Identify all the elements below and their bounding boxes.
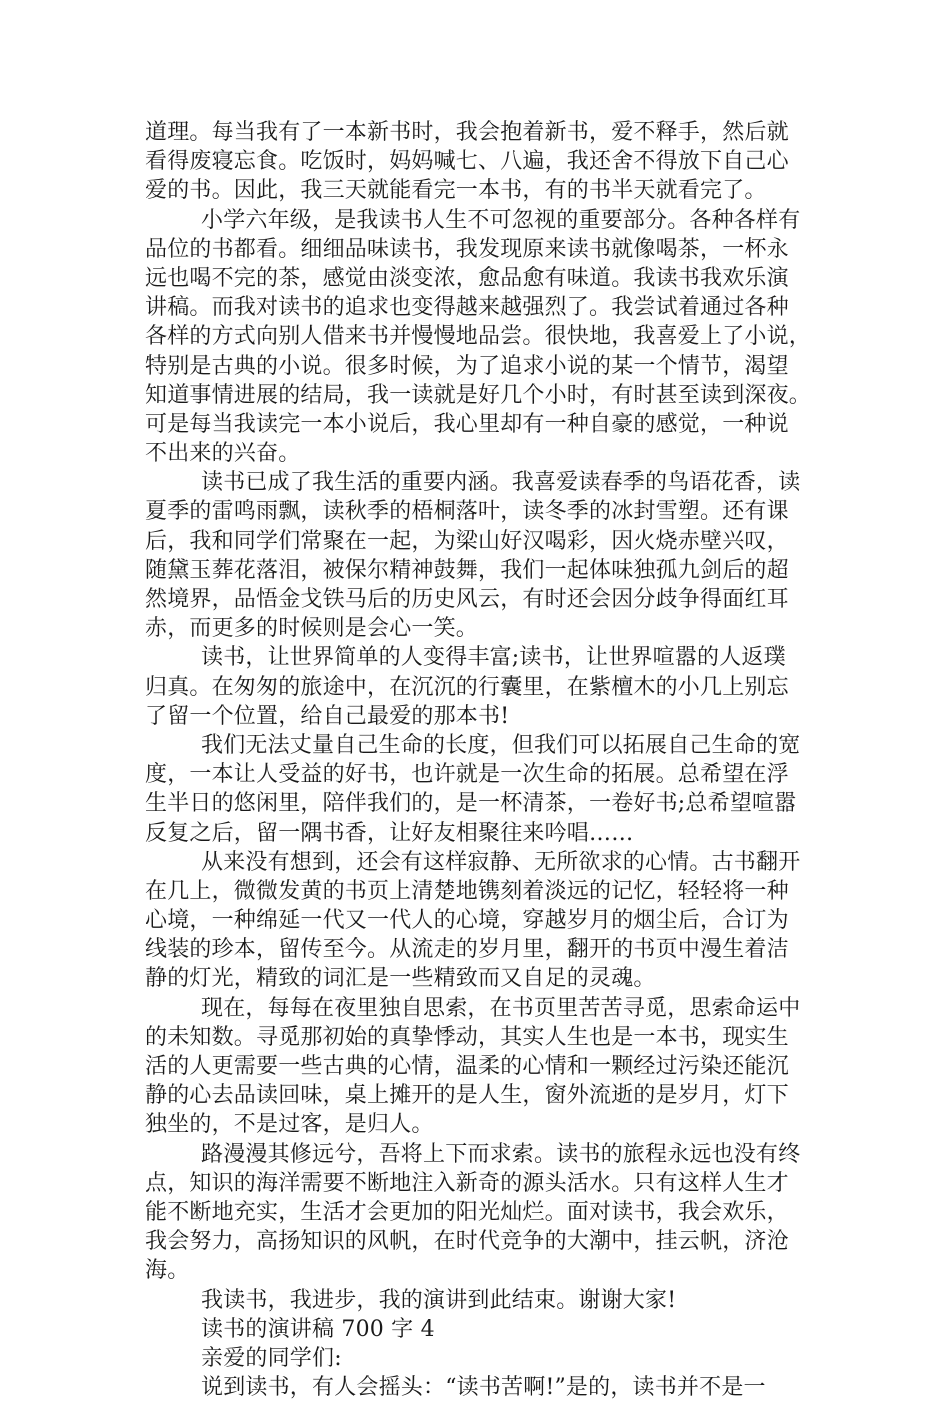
text-line: 然境界，品悟金戈铁马后的历史风云，有时还会因分歧争得面红耳 bbox=[145, 587, 789, 612]
text-line: 度，一本让人受益的好书，也许就是一次生命的拓展。总希望在浮 bbox=[145, 762, 789, 788]
text-line: 夏季的雷鸣雨飘，读秋季的梧桐落叶，读冬季的冰封雪塑。还有课 bbox=[145, 499, 789, 525]
text-line: 赤，而更多的时候则是会心一笑。 bbox=[145, 616, 479, 642]
text-line: 现在，每每在夜里独自思索，在书页里苦苦寻觅，思索命运中 bbox=[201, 995, 801, 1021]
text-line: 反复之后，留一隅书香，让好友相聚往来吟唱…… bbox=[145, 820, 634, 846]
text-line: 读书，让世界简单的人变得丰富;读书，让世界喧嚣的人返璞 bbox=[201, 645, 786, 671]
text-line: 讲稿。而我对读书的追求也变得越来越强烈了。我尝试着通过各种 bbox=[145, 295, 789, 321]
text-line: 小学六年级，是我读书人生不可忽视的重要部分。各种各样有 bbox=[201, 207, 801, 233]
text-line: 生半日的悠闲里，陪伴我们的，是一杯清茶，一卷好书;总希望喧嚣 bbox=[145, 791, 797, 817]
text-line: 远也喝不完的茶，感觉由淡变浓，愈品愈有味道。我读书我欢乐演 bbox=[145, 265, 789, 291]
text-line: 我读书，我进步，我的演讲到此结束。谢谢大家! bbox=[201, 1287, 677, 1313]
text-line: 特别是古典的小说。很多时候，为了追求小说的某一个情节，渴望 bbox=[145, 353, 789, 379]
text-line: 的未知数。寻觅那初始的真挚悸动，其实人生也是一本书，现实生 bbox=[145, 1024, 789, 1050]
text-line: 静的灯光，精致的词汇是一些精致而又自足的灵魂。 bbox=[145, 966, 656, 992]
text-line: 随黛玉葬花落泪，被保尔精神鼓舞，我们一起体味独孤九剑后的超 bbox=[145, 557, 789, 583]
text-line: 线装的珍本，留传至今。从流走的岁月里，翻开的书页中漫生着洁 bbox=[145, 937, 789, 963]
text-line: 爱的书。因此，我三天就能看完一本书，有的书半天就看完了。 bbox=[145, 178, 767, 204]
text-line: 我们无法丈量自己生命的长度，但我们可以拓展自己生命的宽 bbox=[201, 732, 801, 758]
text-line: 说到读书，有人会摇头：“读书苦啊!”是的，读书并不是一 bbox=[201, 1375, 766, 1401]
text-line: 在几上，微微发黄的书页上清楚地镌刻着淡远的记忆，轻轻将一种 bbox=[145, 878, 789, 904]
text-line: 归真。在匆匆的旅途中，在沉沉的行囊里，在紫檀木的小几上别忘 bbox=[145, 674, 789, 700]
text-line: 活的人更需要一些古典的心情，温柔的心情和一颗经过污染还能沉 bbox=[145, 1054, 789, 1079]
text-line: 从来没有想到，还会有这样寂静、无所欲求的心情。古书翻开 bbox=[201, 849, 801, 875]
text-line: 我会努力，高扬知识的风帆，在时代竞争的大潮中，挂云帆，济沧 bbox=[145, 1229, 789, 1255]
speech-text bbox=[145, 118, 825, 1402]
text-line: 点，知识的海洋需要不断地注入新奇的源头活水。只有这样人生才 bbox=[145, 1170, 789, 1196]
text-line: 后，我和同学们常聚在一起，为梁山好汉喝彩，因火烧赤壁兴叹， bbox=[145, 528, 789, 554]
text-line: 静的心去品读回味，桌上摊开的是人生，窗外流逝的是岁月，灯下 bbox=[145, 1083, 789, 1109]
text-line: 道理。每当我有了一本新书时，我会抱着新书，爱不释手，然后就 bbox=[145, 120, 789, 145]
text-line: 路漫漫其修远兮，吾将上下而求索。读书的旅程永远也没有终 bbox=[201, 1141, 801, 1167]
text-line: 各样的方式向别人借来书并慢慢地品尝。很快地，我喜爱上了小说， bbox=[145, 324, 812, 350]
text-line: 海。 bbox=[145, 1258, 190, 1284]
text-line: 能不断地充实，生活才会更加的阳光灿烂。面对读书，我会欢乐， bbox=[145, 1199, 789, 1225]
text-line: 品位的书都看。细细品味读书，我发现原来读书就像喝茶，一杯永 bbox=[145, 236, 789, 262]
text-line: 知道事情进展的结局，我一读就是好几个小时，有时甚至读到深夜。 bbox=[145, 382, 812, 408]
text-line: 亲爱的同学们: bbox=[201, 1345, 342, 1371]
text-line: 独坐的，不是过客，是归人。 bbox=[145, 1112, 434, 1138]
text-line: 不出来的兴奋。 bbox=[145, 441, 301, 467]
text-line: 读书的演讲稿 700 字 4 bbox=[201, 1316, 435, 1342]
text-line: 心境，一种绵延一代又一代人的心境，穿越岁月的烟尘后，合订为 bbox=[145, 908, 789, 934]
text-line: 读书已成了我生活的重要内涵。我喜爱读春季的鸟语花香，读 bbox=[201, 470, 801, 496]
text-line: 了留一个位置，给自己最爱的那本书! bbox=[145, 703, 510, 729]
text-line: 可是每当我读完一本小说后，我心里却有一种自豪的感觉，一种说 bbox=[145, 411, 789, 437]
text-line: 看得废寝忘食。吃饭时，妈妈喊七、八遍，我还舍不得放下自己心 bbox=[145, 149, 789, 175]
